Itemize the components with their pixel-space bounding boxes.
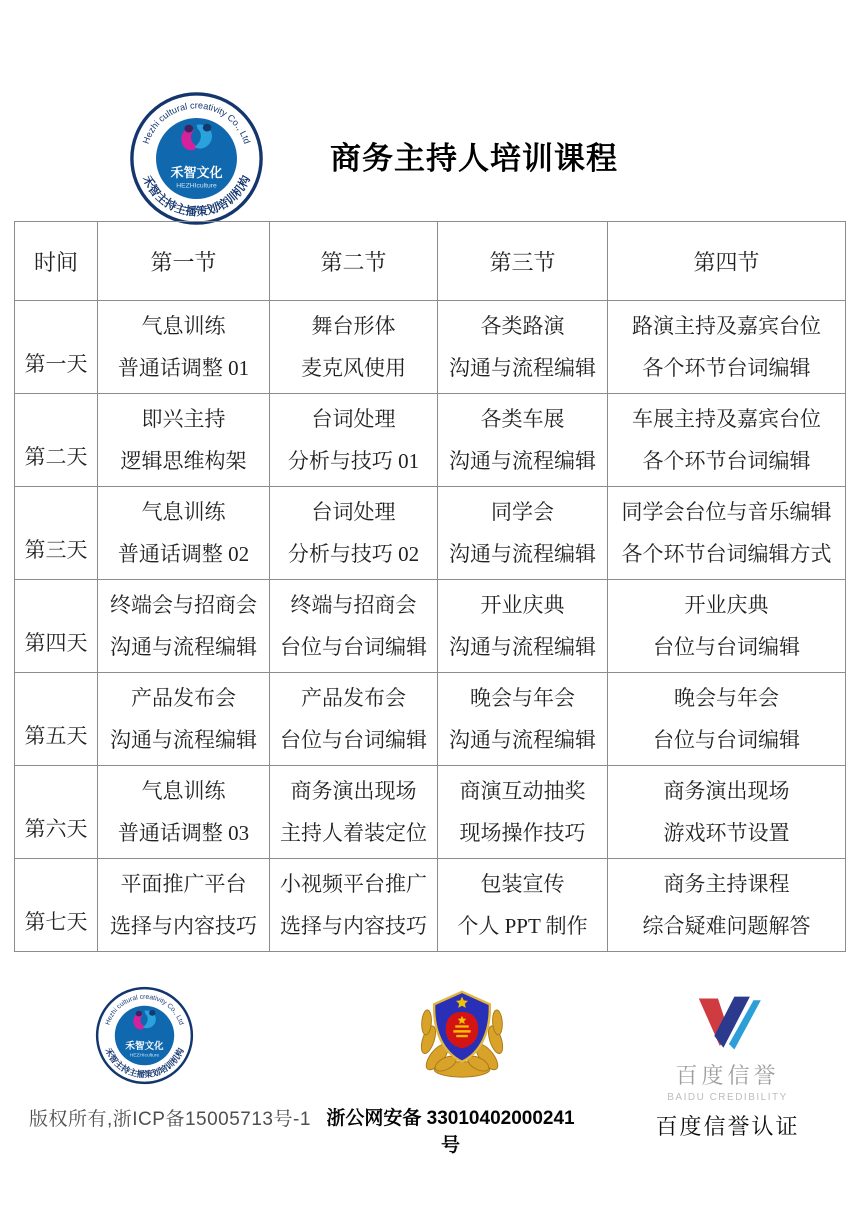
day-label: 第二天 [24,445,88,469]
hezhi-logo [129,91,264,226]
day-label: 第六天 [24,817,88,841]
baidu-credibility-icon [689,993,767,1055]
course-cell: 产品发布会 台位与台词编辑 [280,686,427,752]
table-header-row [15,222,846,301]
course-cell: 终端与招商会 台位与台词编辑 [280,593,427,659]
table-row [15,859,846,952]
table-row [15,394,846,487]
course-cell: 商演互动抽奖 现场操作技巧 [459,779,586,845]
course-cell: 气息训练 普通话调整 01 [117,314,250,380]
course-cell: 商务演出现场 游戏环节设置 [663,779,790,845]
course-cell: 即兴主持 逻辑思维构架 [120,407,247,473]
course-cell: 台词处理 分析与技巧 02 [287,500,420,566]
day-label: 第四天 [24,631,88,655]
course-cell: 包装宣传 个人 PPT 制作 [457,872,588,938]
baidu-credibility-en: BAIDU CREDIBILITY [667,1092,788,1103]
course-cell: 气息训练 普通话调整 02 [117,500,250,566]
col-header-session3: 第三节 [438,222,608,301]
table-row [15,301,846,394]
course-schedule-table [14,221,846,952]
police-record-text: 浙公网安备 33010402000241号 [326,1108,575,1156]
course-cell: 小视频平台推广 选择与内容技巧 [280,872,427,938]
course-cell: 晚会与年会 台位与台词编辑 [653,686,800,752]
table-row [15,673,846,766]
baidu-credibility-block [655,993,800,1141]
course-cell: 平面推广平台 选择与内容技巧 [110,872,257,938]
course-cell: 开业庆典 台位与台词编辑 [653,593,800,659]
day-label: 第五天 [24,724,88,748]
course-cell: 同学会 沟通与流程编辑 [449,500,596,566]
table-row [15,580,846,673]
day-label: 第七天 [24,910,88,934]
course-cell: 终端会与招商会 沟通与流程编辑 [110,593,257,659]
baidu-credibility-cn: 百度信誉 [675,1063,780,1088]
course-cell: 各类路演 沟通与流程编辑 [449,314,596,380]
col-header-session2: 第二节 [270,222,438,301]
page-title: 商务主持人培训课程 [330,141,618,176]
copyright-icp-text: 版权所有,浙ICP备15005713号-1 [29,1109,311,1130]
col-header-session1: 第一节 [98,222,270,301]
col-header-session4: 第四节 [608,222,846,301]
course-cell: 开业庆典 沟通与流程编辑 [449,593,596,659]
course-cell: 商务主持课程 综合疑难问题解答 [642,872,811,938]
day-label: 第一天 [24,352,88,376]
course-cell: 气息训练 普通话调整 03 [117,779,250,845]
course-cell: 舞台形体 麦克风使用 [301,314,406,380]
course-cell: 路演主持及嘉宾台位 各个环节台词编辑 [632,314,821,380]
course-cell: 商务演出现场 主持人着装定位 [280,779,427,845]
course-cell: 车展主持及嘉宾台位 各个环节台词编辑 [632,407,821,473]
course-cell: 晚会与年会 沟通与流程编辑 [449,686,596,752]
baidu-cert-text: 百度信誉认证 [655,1114,800,1139]
course-cell: 同学会台位与音乐编辑 各个环节台词编辑方式 [621,500,832,566]
table-row [15,766,846,859]
course-cell: 台词处理 分析与技巧 01 [287,407,420,473]
col-header-time: 时间 [15,222,98,301]
course-cell: 各类车展 沟通与流程编辑 [449,407,596,473]
day-label: 第三天 [24,538,88,562]
table-row [15,487,846,580]
police-badge-icon [414,987,510,1079]
course-cell: 产品发布会 沟通与流程编辑 [110,686,257,752]
hezhi-logo-footer [95,986,194,1085]
